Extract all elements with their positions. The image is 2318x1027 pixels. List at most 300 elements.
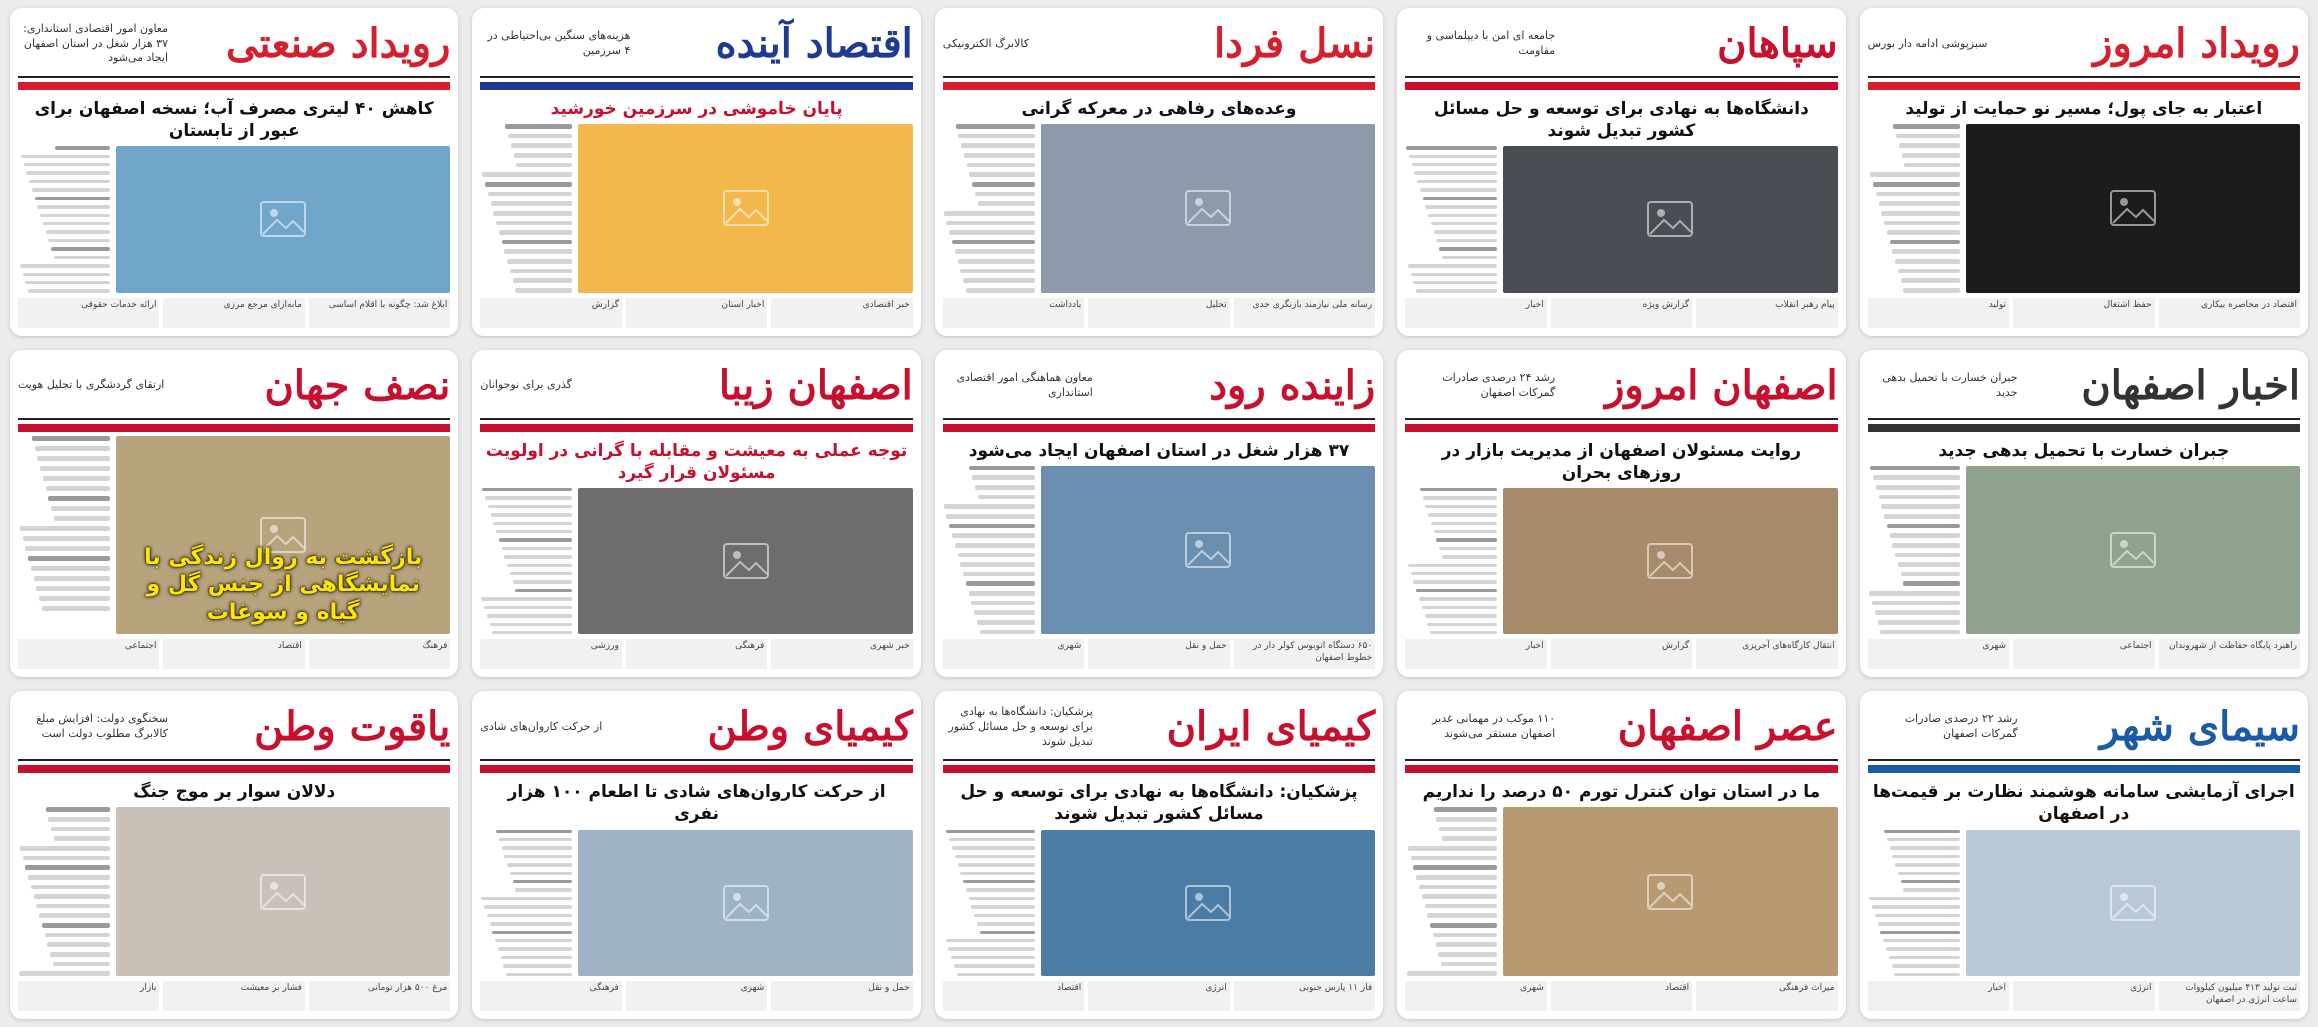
color-strip bbox=[480, 424, 912, 432]
page-body bbox=[1405, 807, 1837, 976]
newspaper-card[interactable] bbox=[472, 691, 920, 1019]
text-line bbox=[34, 576, 110, 581]
newspaper-logo: زاینده رود bbox=[1209, 361, 1376, 409]
text-line bbox=[1436, 817, 1497, 822]
text-line bbox=[963, 278, 1035, 283]
image-placeholder-icon bbox=[1647, 543, 1693, 579]
footer-teaser: مرغ ۵۰۰ هزار تومانی bbox=[309, 981, 450, 1011]
footer-teaser: پیام رهبر انقلاب bbox=[1696, 298, 1837, 328]
text-line bbox=[1420, 188, 1497, 191]
headline: دانشگاه‌ها به نهادی برای توسعه و حل مسائل کشور تبدیل شوند bbox=[1433, 99, 1809, 142]
text-line bbox=[1893, 124, 1959, 129]
page-body bbox=[480, 830, 912, 976]
headline: روایت مسئولان اصفهان از مدیریت بازار در روزهای بحران bbox=[1441, 440, 1802, 483]
headline: از حرکت کاروان‌های شادی تا اطعام ۱۰۰ هزار نفری bbox=[507, 782, 886, 825]
footer-teaser: تولید bbox=[1868, 298, 2009, 328]
text-line bbox=[42, 606, 110, 611]
page-body bbox=[1405, 146, 1837, 292]
newspaper-card[interactable] bbox=[10, 691, 458, 1019]
text-line bbox=[37, 456, 110, 461]
text-line bbox=[1408, 564, 1497, 567]
footer-teaser: مابه‌ازای مرجع مرزی bbox=[163, 298, 304, 328]
text-line bbox=[1876, 485, 1960, 490]
text-column bbox=[480, 124, 572, 293]
footer-teaser: یادداشت bbox=[943, 298, 1084, 328]
footer-teaser: انتقال کارگاه‌های آجرپزی bbox=[1696, 639, 1837, 669]
text-line bbox=[1898, 872, 1960, 875]
newspaper-logo: اصفهان امروز bbox=[1605, 361, 1838, 409]
text-line bbox=[1414, 171, 1497, 174]
masthead bbox=[1405, 699, 1837, 761]
text-line bbox=[34, 894, 110, 899]
text-line bbox=[25, 865, 110, 870]
text-line bbox=[969, 591, 1035, 596]
newspaper-logo: اقتصاد آینده bbox=[715, 20, 913, 67]
text-line bbox=[54, 516, 110, 521]
footer-teaser: اقتصاد bbox=[943, 981, 1084, 1011]
text-line bbox=[1442, 555, 1497, 558]
newspaper-logo: کیمیای وطن bbox=[707, 703, 913, 751]
text-line bbox=[1881, 211, 1959, 216]
text-line bbox=[966, 288, 1035, 293]
text-line bbox=[29, 180, 110, 183]
masthead bbox=[1868, 699, 2300, 761]
text-line bbox=[54, 256, 110, 259]
text-line bbox=[28, 556, 110, 561]
newspaper-card[interactable] bbox=[1397, 350, 1845, 678]
text-line bbox=[46, 807, 110, 812]
footer-teaser: اقتصاد bbox=[163, 639, 304, 669]
color-strip bbox=[18, 424, 450, 432]
text-column bbox=[1868, 124, 1960, 293]
footer-teaser: بازار bbox=[18, 981, 159, 1011]
text-line bbox=[1422, 606, 1497, 609]
text-column bbox=[1868, 466, 1960, 635]
text-line bbox=[1407, 971, 1497, 976]
text-line bbox=[1442, 256, 1497, 259]
text-line bbox=[481, 597, 572, 600]
footer-teaser: ارائه خدمات حقوقی bbox=[18, 298, 159, 328]
text-line bbox=[1434, 807, 1497, 812]
text-line bbox=[23, 273, 110, 276]
footer-teasers bbox=[1868, 639, 2300, 669]
newspaper-logo: اخبار اصفهان bbox=[2081, 361, 2300, 409]
footer-teasers bbox=[1405, 298, 1837, 328]
text-line bbox=[1425, 904, 1498, 909]
text-line bbox=[506, 973, 572, 976]
text-line bbox=[493, 522, 572, 525]
text-line bbox=[498, 947, 573, 950]
text-line bbox=[1880, 931, 1959, 934]
masthead-tease: گذری برای نوجوانان bbox=[480, 378, 572, 392]
image-placeholder-icon bbox=[2110, 532, 2156, 568]
text-line bbox=[40, 466, 110, 471]
text-line bbox=[1416, 289, 1497, 292]
masthead bbox=[18, 358, 450, 420]
newspaper-card[interactable] bbox=[1860, 691, 2308, 1019]
text-line bbox=[960, 872, 1035, 875]
masthead bbox=[1868, 16, 2300, 78]
text-line bbox=[1892, 249, 1959, 254]
text-line bbox=[504, 249, 572, 254]
color-strip bbox=[1405, 424, 1837, 432]
footer-teasers bbox=[1868, 981, 2300, 1011]
page-body bbox=[943, 466, 1375, 635]
text-line bbox=[980, 931, 1035, 934]
text-line bbox=[952, 846, 1035, 849]
text-line bbox=[46, 486, 110, 491]
footer-teaser: اخبار bbox=[1405, 639, 1546, 669]
text-line bbox=[1869, 897, 1959, 900]
text-line bbox=[958, 863, 1035, 866]
footer-teasers bbox=[943, 298, 1375, 328]
text-line bbox=[1436, 239, 1497, 242]
text-line bbox=[955, 543, 1035, 548]
text-line bbox=[1442, 836, 1497, 841]
footer-teasers bbox=[1868, 298, 2300, 328]
headline: کاهش ۴۰ لیتری مصرف آب؛ نسخه اصفهان برای عبور از تابستان bbox=[34, 99, 434, 142]
headline: جبران خسارت با تحمیل بدهی جدید bbox=[1938, 440, 2230, 461]
text-column bbox=[1405, 488, 1497, 634]
text-line bbox=[490, 922, 573, 925]
text-line bbox=[496, 830, 572, 833]
text-line bbox=[51, 827, 110, 832]
footer-teaser: تحلیل bbox=[1088, 298, 1229, 328]
color-strip bbox=[943, 765, 1375, 773]
text-line bbox=[1875, 914, 1960, 917]
masthead-tease: کالابرگ الکترونیکی bbox=[942, 36, 1029, 50]
text-line bbox=[481, 897, 572, 900]
masthead bbox=[1405, 16, 1837, 78]
text-line bbox=[957, 973, 1035, 976]
text-line bbox=[19, 971, 110, 976]
lead-photo bbox=[1041, 124, 1375, 293]
lead-photo bbox=[1966, 124, 2300, 293]
text-line bbox=[1419, 885, 1497, 890]
text-line bbox=[944, 211, 1035, 216]
text-line bbox=[1423, 496, 1498, 499]
text-line bbox=[966, 581, 1035, 586]
text-line bbox=[960, 562, 1035, 567]
text-line bbox=[503, 964, 572, 967]
text-line bbox=[488, 192, 573, 197]
text-line bbox=[42, 923, 110, 928]
text-line bbox=[1901, 278, 1960, 283]
text-line bbox=[1419, 597, 1497, 600]
footer-teaser: فرهنگی bbox=[480, 981, 621, 1011]
lead-photo bbox=[578, 488, 912, 634]
page-body bbox=[18, 807, 450, 976]
image-placeholder-icon bbox=[1647, 201, 1693, 237]
image-placeholder-icon bbox=[1185, 885, 1231, 921]
masthead bbox=[480, 699, 912, 761]
text-line bbox=[949, 230, 1035, 235]
text-line bbox=[485, 496, 572, 499]
color-strip bbox=[1868, 424, 2300, 432]
newspaper-card[interactable] bbox=[1860, 350, 2308, 678]
text-line bbox=[1899, 143, 1960, 148]
headline: توجه عملی به معیشت و مقابله با گرانی در اولویت مسئولان قرار گیرد bbox=[485, 440, 908, 483]
text-line bbox=[1902, 153, 1960, 158]
newspaper-card[interactable] bbox=[935, 8, 1383, 336]
text-line bbox=[1409, 155, 1497, 158]
text-line bbox=[1887, 230, 1960, 235]
text-line bbox=[948, 947, 1034, 950]
footer-teaser: خبر شهری bbox=[771, 639, 912, 669]
newspaper-card[interactable] bbox=[1397, 8, 1845, 336]
footer-teasers bbox=[480, 981, 912, 1011]
text-line bbox=[1406, 146, 1497, 149]
masthead bbox=[943, 16, 1375, 78]
text-line bbox=[1904, 163, 1959, 168]
text-line bbox=[1869, 591, 1959, 596]
text-line bbox=[53, 962, 110, 967]
text-line bbox=[1873, 182, 1959, 187]
image-placeholder-icon bbox=[723, 885, 769, 921]
text-line bbox=[36, 586, 110, 591]
text-line bbox=[39, 596, 110, 601]
text-line bbox=[1441, 962, 1497, 967]
footer-teaser: انرژی bbox=[1088, 981, 1229, 1011]
text-line bbox=[972, 475, 1035, 480]
newspaper-card[interactable] bbox=[935, 350, 1383, 678]
text-line bbox=[1881, 504, 1959, 509]
text-line bbox=[1872, 601, 1959, 606]
text-line bbox=[496, 221, 572, 226]
text-line bbox=[491, 513, 573, 516]
text-line bbox=[487, 614, 573, 617]
page-body bbox=[480, 488, 912, 634]
text-line bbox=[1890, 846, 1960, 849]
text-line bbox=[493, 211, 572, 216]
text-line bbox=[1438, 952, 1497, 957]
text-line bbox=[1433, 933, 1497, 938]
text-line bbox=[975, 485, 1035, 490]
headline: دلالان سوار بر موج جنگ bbox=[133, 782, 336, 803]
footer-teaser: گزارش ویژه bbox=[1551, 298, 1692, 328]
text-line bbox=[980, 630, 1035, 635]
footer-teasers bbox=[943, 981, 1375, 1011]
text-column bbox=[18, 436, 110, 635]
text-line bbox=[1898, 269, 1960, 274]
text-line bbox=[1411, 856, 1497, 861]
text-line bbox=[487, 914, 573, 917]
footer-teasers bbox=[480, 639, 912, 669]
masthead bbox=[943, 358, 1375, 420]
footer-teaser: اقتصاد در محاصره بیکاری bbox=[2159, 298, 2300, 328]
color-strip bbox=[480, 765, 912, 773]
text-line bbox=[1408, 264, 1497, 267]
text-line bbox=[20, 526, 110, 531]
text-line bbox=[1892, 855, 1959, 858]
text-line bbox=[488, 505, 573, 508]
text-line bbox=[32, 188, 110, 191]
footer-teaser: اجتماعی bbox=[2013, 639, 2154, 669]
text-line bbox=[1417, 180, 1497, 183]
text-line bbox=[515, 888, 572, 891]
text-column bbox=[943, 124, 1035, 293]
text-line bbox=[1428, 214, 1497, 217]
text-column bbox=[480, 488, 572, 634]
newspaper-card[interactable] bbox=[472, 350, 920, 678]
footer-teaser: ۶۵۰ دستگاه اتوبوس کولر دار در خطوط اصفهان bbox=[1234, 639, 1375, 669]
masthead bbox=[1868, 358, 2300, 420]
text-line bbox=[504, 855, 572, 858]
text-line bbox=[1887, 838, 1960, 841]
color-strip bbox=[1405, 82, 1837, 90]
masthead-tease: جامعه ای امن با دیپلماسی و مقاومت bbox=[1426, 29, 1556, 57]
text-line bbox=[967, 163, 1035, 168]
text-line bbox=[504, 555, 572, 558]
text-line bbox=[37, 205, 110, 208]
text-line bbox=[484, 606, 572, 609]
text-line bbox=[1884, 830, 1959, 833]
text-line bbox=[510, 269, 573, 274]
lead-photo bbox=[578, 124, 912, 293]
lead-photo bbox=[1503, 807, 1837, 976]
footer-teaser: فشار بر معیشت bbox=[163, 981, 304, 1011]
text-line bbox=[952, 533, 1035, 538]
footer-teaser: حفظ اشتغال bbox=[2013, 298, 2154, 328]
newspaper-logo: رویداد امروز bbox=[2093, 20, 2300, 67]
text-line bbox=[55, 146, 110, 149]
text-line bbox=[1872, 905, 1959, 908]
text-line bbox=[496, 530, 572, 533]
text-line bbox=[510, 872, 573, 875]
text-line bbox=[20, 846, 110, 851]
text-line bbox=[491, 201, 573, 206]
newspaper-card[interactable] bbox=[10, 8, 458, 336]
text-line bbox=[1878, 620, 1960, 625]
footer-teasers bbox=[1405, 639, 1837, 669]
masthead-tease: ۱۱۰ موکب در مهمانی غدیر اصفهان مستقر می‌شوند bbox=[1432, 712, 1556, 741]
text-line bbox=[969, 897, 1035, 900]
text-line bbox=[1880, 630, 1959, 635]
text-line bbox=[1898, 562, 1960, 567]
headline: وعده‌های رفاهی در معرکه گرانی bbox=[1021, 99, 1297, 119]
text-line bbox=[963, 880, 1035, 883]
text-line bbox=[952, 240, 1035, 245]
text-line bbox=[1408, 846, 1497, 851]
text-line bbox=[23, 536, 110, 541]
newspaper-logo: نصف جهان bbox=[264, 361, 451, 409]
text-line bbox=[513, 278, 573, 283]
text-line bbox=[1411, 572, 1497, 575]
text-line bbox=[499, 538, 573, 541]
text-line bbox=[974, 914, 1035, 917]
text-line bbox=[1427, 623, 1497, 626]
text-column bbox=[1405, 146, 1497, 292]
headline: ۳۷ هزار شغل در استان اصفهان ایجاد می‌شود bbox=[968, 440, 1350, 461]
lead-photo bbox=[578, 830, 912, 976]
text-line bbox=[1876, 192, 1960, 197]
newspaper-card[interactable] bbox=[10, 350, 458, 678]
text-line bbox=[24, 163, 110, 166]
text-line bbox=[516, 163, 572, 168]
newspaper-card[interactable] bbox=[472, 8, 920, 336]
color-strip bbox=[1868, 765, 2300, 773]
text-line bbox=[1413, 580, 1497, 583]
lead-photo bbox=[116, 436, 450, 635]
color-strip bbox=[480, 82, 912, 90]
text-line bbox=[1892, 964, 1960, 967]
text-line bbox=[949, 524, 1035, 529]
text-line bbox=[484, 905, 572, 908]
text-line bbox=[1413, 281, 1497, 284]
footer-teasers bbox=[18, 981, 450, 1011]
text-line bbox=[1875, 610, 1960, 615]
footer-teaser: اقتصاد bbox=[1551, 981, 1692, 1011]
text-line bbox=[971, 905, 1034, 908]
text-line bbox=[951, 956, 1035, 959]
footer-teaser: اخبار bbox=[1868, 981, 2009, 1011]
text-column bbox=[1868, 830, 1960, 976]
footer-teaser: شهری bbox=[1868, 639, 2009, 669]
color-strip bbox=[18, 82, 450, 90]
text-line bbox=[1896, 134, 1959, 139]
page-body bbox=[943, 124, 1375, 293]
text-line bbox=[1884, 514, 1959, 519]
lead-photo bbox=[1041, 830, 1375, 976]
newspaper-logo: سپاهان bbox=[1717, 20, 1838, 67]
text-column bbox=[480, 830, 572, 976]
text-line bbox=[1901, 880, 1960, 883]
masthead bbox=[943, 699, 1375, 761]
text-column bbox=[18, 146, 110, 292]
text-line bbox=[958, 134, 1034, 139]
text-line bbox=[39, 913, 110, 918]
lead-photo bbox=[1966, 466, 2300, 635]
newspaper-logo: اصفهان زیبا bbox=[718, 361, 913, 409]
newspaper-logo: رویداد صنعتی bbox=[226, 20, 451, 67]
text-line bbox=[1436, 538, 1497, 541]
newspaper-card[interactable] bbox=[1397, 691, 1845, 1019]
text-line bbox=[54, 836, 110, 841]
newspaper-card[interactable] bbox=[1860, 8, 2308, 336]
text-line bbox=[1422, 894, 1497, 899]
text-line bbox=[1413, 865, 1497, 870]
text-line bbox=[51, 247, 110, 250]
text-line bbox=[1895, 259, 1959, 264]
lead-photo bbox=[116, 146, 450, 292]
newspaper-card[interactable] bbox=[935, 691, 1383, 1019]
text-line bbox=[510, 572, 573, 575]
text-line bbox=[507, 564, 572, 567]
footer-teaser: ابلاغ شد: چگونه با اقلام اساسی bbox=[309, 298, 450, 328]
text-line bbox=[1420, 488, 1497, 491]
masthead-tease: ارتقای گردشگری با تجلیل هویت bbox=[18, 378, 165, 392]
text-line bbox=[485, 182, 572, 187]
text-line bbox=[513, 580, 573, 583]
text-line bbox=[969, 172, 1034, 177]
footer-teaser: فاز ۱۱ پارس جنوبی bbox=[1234, 981, 1375, 1011]
footer-teaser: شهری bbox=[626, 981, 767, 1011]
page-body bbox=[1868, 830, 2300, 976]
page-body bbox=[18, 436, 450, 635]
masthead-tease: جبران خسارت با تحمیل بدهی جدید bbox=[1882, 370, 2018, 399]
masthead bbox=[18, 16, 450, 78]
text-line bbox=[975, 192, 1035, 197]
text-line bbox=[28, 289, 110, 292]
text-line bbox=[25, 281, 110, 284]
text-line bbox=[1425, 614, 1498, 617]
photo-overlay-headline: بازگشت به روال زندگی با نمایشگاهی از جنس گل و گیاه و سوغات bbox=[144, 544, 423, 625]
footer-teaser: ثبت تولید ۴۱۳ میلیون کیلووات ساعت انرژی در اصفهان bbox=[2159, 981, 2300, 1011]
headline: اعتبار به جای پول؛ مسیر نو حمایت از تولید bbox=[1905, 99, 2263, 119]
text-line bbox=[48, 817, 110, 822]
newspaper-logo: کیمیای ایران bbox=[1166, 703, 1376, 751]
text-line bbox=[1439, 827, 1497, 832]
